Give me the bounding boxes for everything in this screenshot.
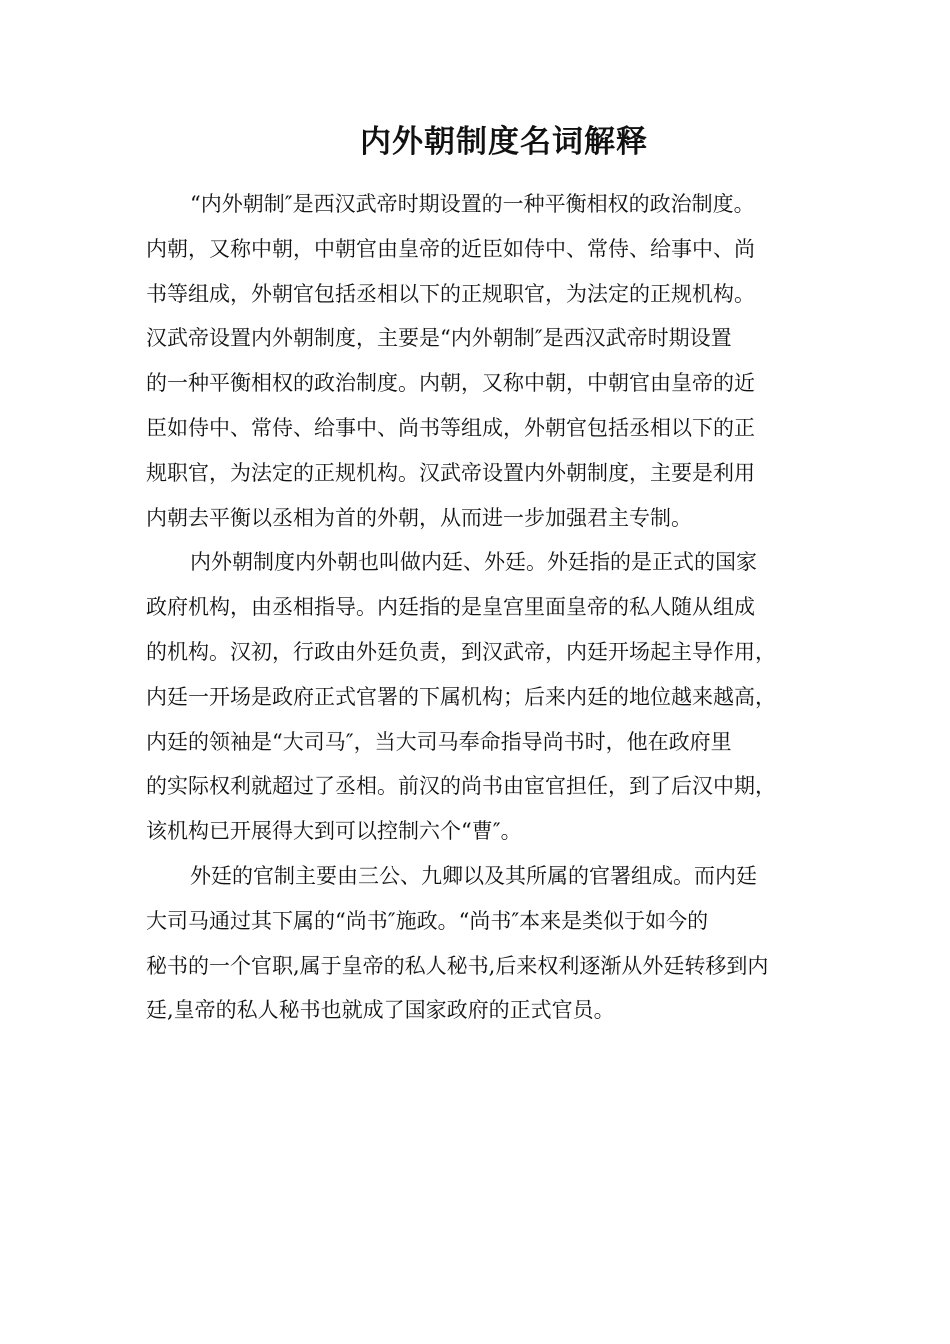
paragraph-1 [146, 182, 836, 540]
paragraph-line: 臣如侍中、常侍、给事中、尚书等组成，外朝官包括丞相以下的正 [146, 415, 755, 440]
paragraph-line: 书等组成，外朝官包括丞相以下的正规职官，为法定的正规机构。 [146, 281, 755, 306]
paragraph-line: “内外朝制″是西汉武帝时期设置的一种平衡相权的政治制度。 [190, 192, 755, 216]
paragraph-line: 的实际权利就超过了丞相。前汉的尚书由宦官担任，到了后汉中期， [146, 774, 776, 799]
paragraph-line: 秘书的一个官职,属于皇帝的私人秘书,后来权利逐渐从外廷转移到内 [146, 953, 769, 978]
paragraph-line: 外廷的官制主要由三公、九卿以及其所属的官署组成。而内廷 [190, 863, 757, 888]
paragraph-line: 内廷的领袖是“大司马″，当大司马奉命指导尚书时，他在政府里 [146, 729, 732, 754]
document-title: 内外朝制度名词解释 [360, 124, 648, 160]
paragraph-line: 该机构已开展得大到可以控制六个“曹″。 [146, 819, 522, 844]
paragraph-line: 汉武帝设置内外朝制度，主要是“内外朝制″是西汉武帝时期设置 [146, 326, 732, 351]
paragraph-line: 规职官，为法定的正规机构。汉武帝设置内外朝制度，主要是利用 [146, 460, 755, 485]
paragraph-line: 内廷一开场是政府正式官署的下属机构；后来内廷的地位越来越高， [146, 684, 776, 709]
paragraph-3 [146, 854, 836, 1033]
paragraph-line: 政府机构，由丞相指导。内廷指的是皇宫里面皇帝的私人随从组成 [146, 595, 755, 620]
paragraph-line: 内朝去平衡以丞相为首的外朝，从而进一步加强君主专制。 [146, 505, 692, 530]
document-body [146, 182, 836, 1033]
paragraph-line: 内朝，又称中朝，中朝官由皇帝的近臣如侍中、常侍、给事中、尚 [146, 236, 755, 261]
paragraph-line: 内外朝制度内外朝也叫做内廷、外廷。外廷指的是正式的国家 [190, 550, 757, 575]
paragraph-line: 大司马通过其下属的“尚书″施政。“尚书″本来是类似于如今的 [146, 908, 709, 933]
paragraph-2 [146, 540, 836, 854]
paragraph-line: 的一种平衡相权的政治制度。内朝，又称中朝，中朝官由皇帝的近 [146, 371, 755, 396]
paragraph-line: 的机构。汉初，行政由外廷负责，到汉武帝，内廷开场起主导作用， [146, 639, 776, 664]
paragraph-line: 廷,皇帝的私人秘书也就成了国家政府的正式官员。 [146, 998, 615, 1023]
